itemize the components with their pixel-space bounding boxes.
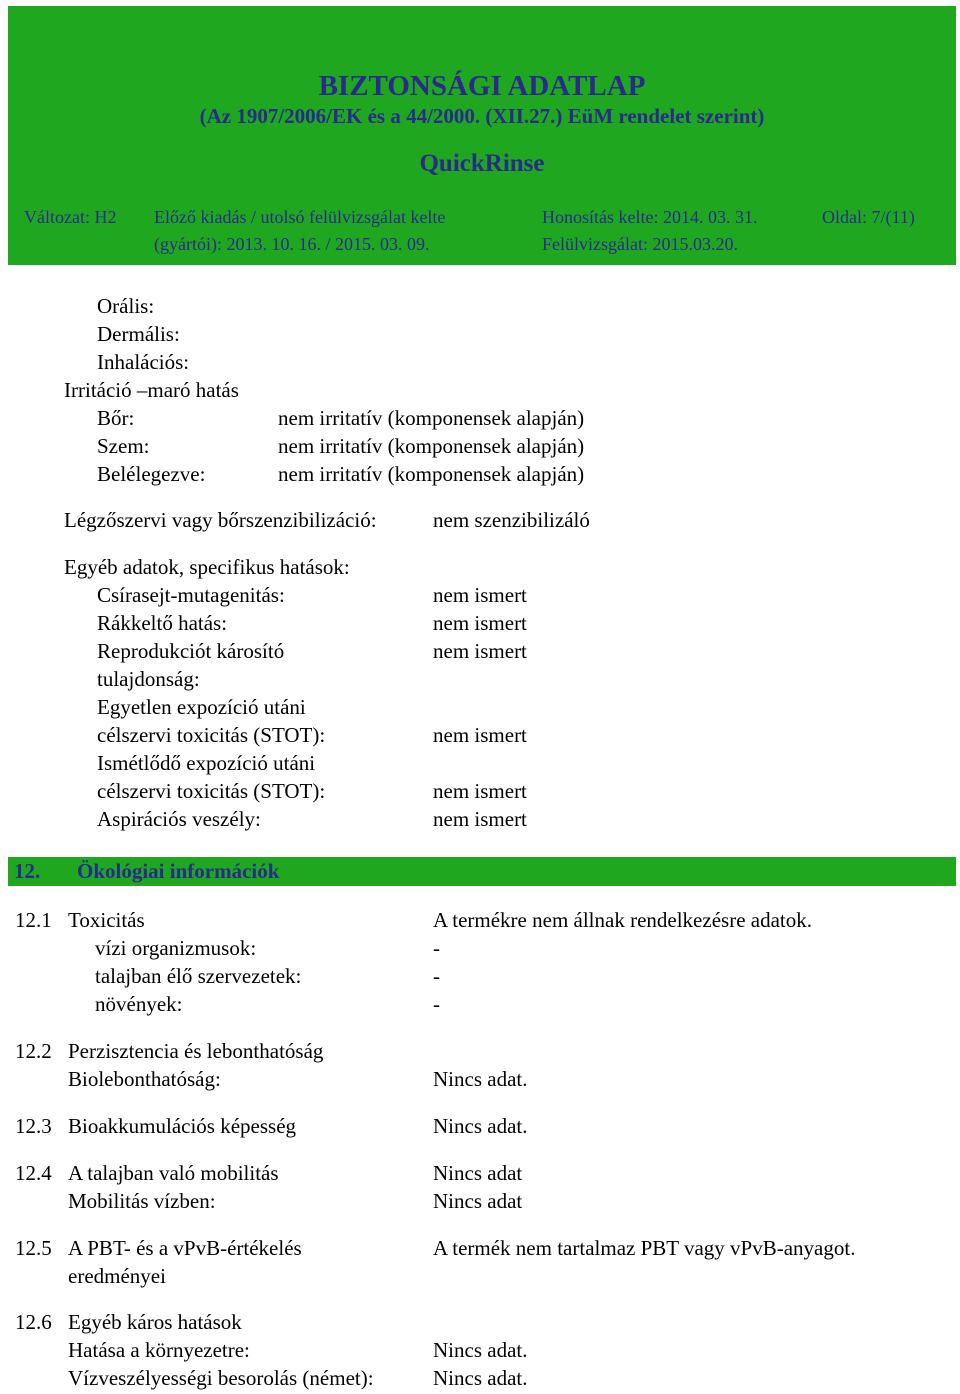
aspiration-label: Aspirációs veszély: xyxy=(97,807,261,831)
prev-issue-line2: (gyártói): 2013. 10. 16. / 2015. 03. 09. xyxy=(154,234,430,254)
document-header xyxy=(8,6,956,265)
subsection-12-5-title-line2: eredményei xyxy=(68,1264,166,1288)
soil-organisms-label: talajban élő szervezetek: xyxy=(95,964,302,988)
pbt-assessment-value: A termék nem tartalmaz PBT vagy vPvB-anyagot. xyxy=(433,1236,856,1260)
carcinogenicity-label: Rákkeltő hatás: xyxy=(97,611,228,635)
stot-single-value: nem ismert xyxy=(433,723,527,747)
soil-mobility-value: Nincs adat xyxy=(433,1161,523,1185)
water-hazard-class-label: Vízveszélyességi besorolás (német): xyxy=(68,1366,374,1390)
document-title: BIZTONSÁGI ADATLAP xyxy=(318,70,646,102)
subsection-12-3-number: 12.3 xyxy=(15,1114,52,1138)
skin-value: nem irritatív (komponensek alapján) xyxy=(278,406,585,430)
subsection-12-1-title: Toxicitás xyxy=(68,908,145,932)
oral-label: Orális: xyxy=(97,294,155,318)
subsection-12-4-number: 12.4 xyxy=(15,1161,52,1185)
stot-single-label-line1: Egyetlen expozíció utáni xyxy=(97,695,306,719)
inhaled-value: nem irritatív (komponensek alapján) xyxy=(278,462,585,486)
stot-repeated-label-line1: Ismétlődő expozíció utáni xyxy=(97,751,316,775)
regulation-subtitle: (Az 1907/2006/EK és a 44/2000. (XII.27.) EüM rendelet szerint) xyxy=(199,104,765,128)
skin-label: Bőr: xyxy=(97,406,135,430)
germ-cell-value: nem ismert xyxy=(433,583,527,607)
subsection-12-1-number: 12.1 xyxy=(15,908,52,932)
stot-repeated-label-line2: célszervi toxicitás (STOT): xyxy=(97,779,326,803)
section-12-title: Ökológiai információk xyxy=(77,859,280,883)
localization-date: Honosítás kelte: 2014. 03. 31. xyxy=(542,207,758,227)
biodegradability-label: Biolebonthatóság: xyxy=(68,1067,221,1091)
aspiration-value: nem ismert xyxy=(433,807,527,831)
reproductive-label-line1: Reprodukciót károsító xyxy=(97,639,285,663)
water-mobility-value: Nincs adat xyxy=(433,1189,523,1213)
plants-value: - xyxy=(433,992,440,1016)
inhalation-label: Inhalációs: xyxy=(97,350,190,374)
biodegradability-value: Nincs adat. xyxy=(433,1067,528,1091)
plants-label: növények: xyxy=(95,992,183,1016)
page-number: Oldal: 7/(11) xyxy=(822,207,915,227)
sensitization-value: nem szenzibilizáló xyxy=(433,508,590,532)
version-label: Változat: H2 xyxy=(24,207,117,227)
water-mobility-label: Mobilitás vízben: xyxy=(68,1189,216,1213)
irritation-heading: Irritáció –maró hatás xyxy=(64,378,239,402)
subsection-12-4-title: A talajban való mobilitás xyxy=(68,1161,279,1185)
aquatic-label: vízi organizmusok: xyxy=(95,936,257,960)
dermal-label: Dermális: xyxy=(97,322,180,346)
section-12-number: 12. xyxy=(14,859,41,883)
aquatic-value: - xyxy=(433,936,440,960)
environment-effect-value: Nincs adat. xyxy=(433,1338,528,1362)
stot-repeated-value: nem ismert xyxy=(433,779,527,803)
subsection-12-2-number: 12.2 xyxy=(15,1039,52,1063)
eye-label: Szem: xyxy=(97,434,150,458)
subsection-12-6-number: 12.6 xyxy=(15,1310,52,1334)
product-name: QuickRinse xyxy=(419,150,545,177)
inhaled-label: Belélegezve: xyxy=(97,462,206,486)
subsection-12-6-title: Egyéb káros hatások xyxy=(68,1310,242,1334)
environment-effect-label: Hatása a környezetre: xyxy=(68,1338,250,1362)
soil-organisms-value: - xyxy=(433,964,440,988)
toxicity-value: A termékre nem állnak rendelkezésre adatok. xyxy=(433,908,812,932)
water-hazard-class-value: Nincs adat. xyxy=(433,1366,528,1390)
prev-issue-line1: Előző kiadás / utolsó felülvizsgálat kelte xyxy=(154,207,446,227)
subsection-12-2-title: Perzisztencia és lebonthatóság xyxy=(68,1039,324,1063)
section-12-heading xyxy=(8,857,956,886)
subsection-12-5-number: 12.5 xyxy=(15,1236,52,1260)
revision-date: Felülvizsgálat: 2015.03.20. xyxy=(542,234,738,254)
sensitization-label: Légzőszervi vagy bőrszenzibilizáció: xyxy=(64,508,377,532)
reproductive-label-line2: tulajdonság: xyxy=(97,667,200,691)
bioaccumulation-value: Nincs adat. xyxy=(433,1114,528,1138)
reproductive-value: nem ismert xyxy=(433,639,527,663)
subsection-12-5-title-line1: A PBT- és a vPvB-értékelés xyxy=(68,1236,302,1260)
germ-cell-label: Csírasejt-mutagenitás: xyxy=(97,583,285,607)
other-effects-heading: Egyéb adatok, specifikus hatások: xyxy=(64,555,350,579)
stot-single-label-line2: célszervi toxicitás (STOT): xyxy=(97,723,326,747)
subsection-12-3-title: Bioakkumulációs képesség xyxy=(68,1114,297,1138)
eye-value: nem irritatív (komponensek alapján) xyxy=(278,434,585,458)
carcinogenicity-value: nem ismert xyxy=(433,611,527,635)
